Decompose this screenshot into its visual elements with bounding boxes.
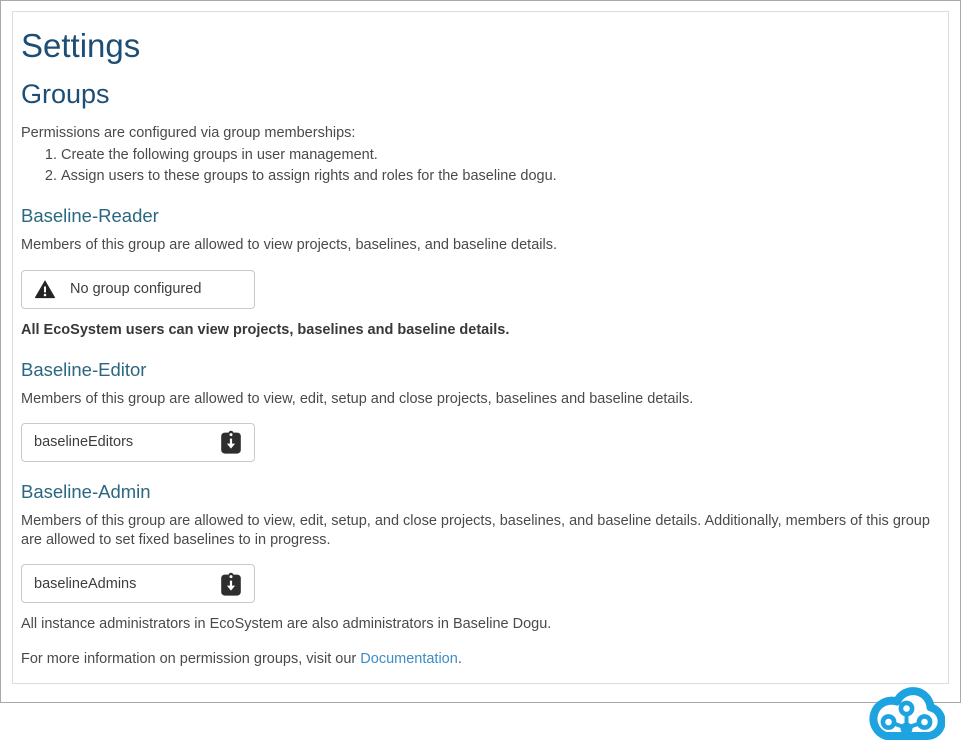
documentation-link[interactable]: Documentation [360,651,458,668]
baseline-editor-description: Members of this group are allowed to view, edit, setup and close projects, baselines and baseline details. [21,390,694,407]
clipboard-import-icon[interactable] [220,430,242,454]
reader-group-status-box [21,270,255,309]
settings-panel [12,11,949,684]
cloudogu-logo [867,687,945,748]
reader-note: All EcoSystem users can view projects, baselines and baseline details. [21,321,510,338]
warning-triangle-icon [34,279,56,299]
setup-steps [43,146,940,186]
clipboard-import-icon[interactable] [220,572,242,596]
intro-text: Permissions are configured via group memberships: [21,125,356,141]
reader-group-status-label: No group configured [70,281,202,297]
docs-note-suffix: . [457,651,462,668]
page-title: Settings [21,27,141,64]
editor-group-box[interactable] [21,423,255,462]
baseline-reader-heading: Baseline-Reader [21,205,159,227]
admin-group-name: baselineAdmins [34,575,137,592]
baseline-editor-heading: Baseline-Editor [21,358,147,380]
docs-note [21,650,940,669]
baseline-admin-heading: Baseline-Admin [21,480,151,502]
groups-heading: Groups [21,79,110,109]
baseline-reader-description: Members of this group are allowed to view projects, baselines, and baseline details. [21,237,557,254]
editor-group-name: baselineEditors [34,434,134,451]
baseline-admin-description: Members of this group are allowed to view, edit, setup, and close projects, baselines, and baseline details. Additionally, members of this group are allowed to set fixed baselines to in progress. [21,512,930,548]
setup-step: 1. Create the following groups in user management. [61,146,940,165]
docs-note-prefix: For more information on permission groups, visit our [21,651,357,668]
setup-step: 2. Assign users to these groups to assign rights and roles for the baseline dogu. [61,167,940,186]
instance-admin-note: All instance administrators in EcoSystem are also administrators in Baseline Dogu. [21,616,552,632]
admin-group-box[interactable] [21,564,255,603]
page-footer [1,684,960,750]
